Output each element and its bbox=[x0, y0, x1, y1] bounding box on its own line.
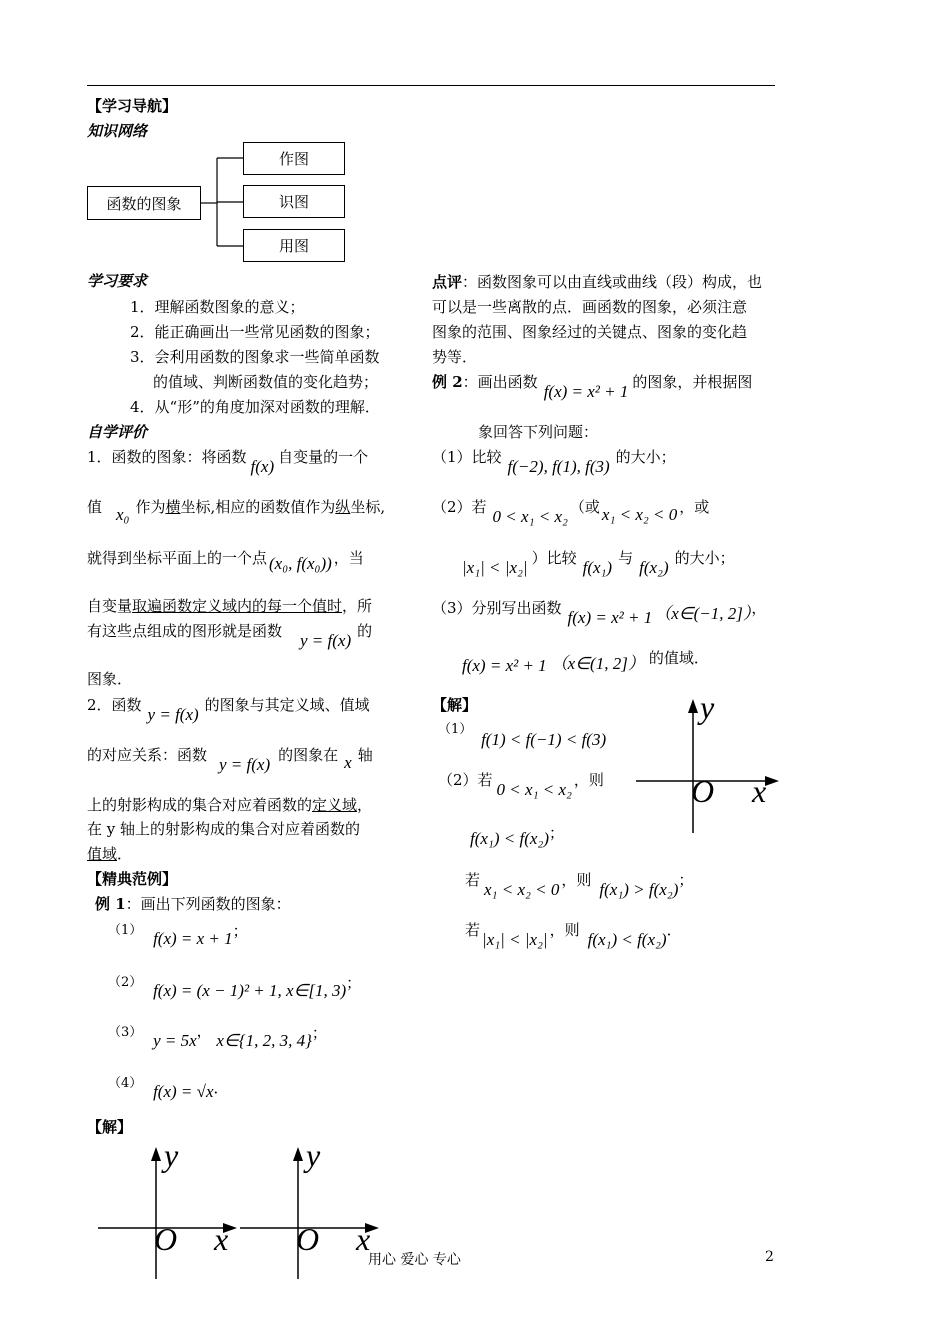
ex1-item-2: （2） f(x) = (x − 1)² + 1, x∈[1, 3)； bbox=[108, 974, 362, 1000]
examples-header: 【精典范例】 bbox=[87, 870, 178, 888]
ex1-item-3: （3） y = 5x， x∈{1, 2, 3, 4}； bbox=[108, 1022, 327, 1050]
ex2-line1: 例 2：画出函数 f(x) = x² + 1 的图象，并根据图 bbox=[432, 373, 753, 401]
axes-2-x-label: x bbox=[356, 1221, 371, 1257]
axes-1-y-label: y bbox=[164, 1137, 179, 1173]
s2-line4: 在 y 轴上的射影构成的集合对应着函数的 bbox=[87, 820, 361, 838]
header-rule bbox=[87, 85, 775, 86]
diagram-connectors bbox=[200, 150, 246, 260]
s1-line6: 图象． bbox=[87, 670, 133, 688]
ex1-heading: 例 1：画出下列函数的图象： bbox=[95, 895, 291, 913]
requirement-1: 1．理解函数图象的意义； bbox=[130, 298, 305, 316]
q3-line1: （3）分别写出函数 f(x) = x² + 1 （x∈(−1, 2]）， bbox=[432, 599, 767, 627]
axes-1-x-label: x bbox=[214, 1221, 229, 1257]
requirement-4: 4．从“形”的角度加深对函数的理解． bbox=[130, 398, 380, 416]
a2-line1: （2）若 0 < x₁ < x₂ ，则 bbox=[438, 771, 604, 799]
ex1-item-1: （1） f(x) = x + 1； bbox=[108, 922, 248, 948]
solution-header-right: 【解】 bbox=[432, 696, 478, 714]
s1-line4: 自变量取遍函数定义域内的每一个值时，所 bbox=[87, 597, 373, 615]
axes-3-y-label: y bbox=[700, 689, 715, 725]
q2-line2: |x₁| < |x₂| ）比较 f(x₁) 与 f(x₂) 的大小； bbox=[462, 549, 735, 577]
a1: （1） f(1) < f(−1) < f(3) bbox=[438, 722, 607, 749]
comment-line-1: 点评：函数图象可以由直线或曲线（段）构成，也 bbox=[432, 273, 763, 291]
q1: （1）比较 f(−2), f(1), f(3) 的大小； bbox=[432, 448, 676, 476]
axes-3 bbox=[636, 689, 781, 835]
s1-fx: f(x) bbox=[250, 457, 275, 476]
axes-2-y-label: y bbox=[306, 1137, 321, 1173]
knowledge-net-title: 知识网络 bbox=[87, 122, 148, 140]
axes-2-origin-label: O bbox=[296, 1221, 320, 1257]
a3: 若 x₁ < x₂ < 0 ，则 f(x₁) > f(x₂)； bbox=[465, 871, 694, 899]
ex1-item-4: （4） f(x) = √x． bbox=[108, 1076, 229, 1101]
axes-1 bbox=[98, 1137, 238, 1281]
axes-2 bbox=[240, 1137, 380, 1281]
q2-line1: （2）若 0 < x₁ < x₂ （或 x₁ < x₂ < 0 ，或 bbox=[432, 498, 710, 526]
comment-line-2: 可以是一些离散的点．画函数的图象，必须注意 bbox=[432, 298, 748, 316]
solution-header-left: 【解】 bbox=[87, 1118, 133, 1136]
page-number: 2 bbox=[765, 1249, 774, 1265]
s2-line1: 2．函数 y = f(x) 的图象与其定义域、值域 bbox=[87, 696, 370, 724]
self-eval-title: 自学评价 bbox=[87, 423, 148, 441]
footer-text: 用心 爱心 专心 bbox=[368, 1252, 461, 1268]
axes-3-x-label: x bbox=[752, 773, 767, 809]
comment-line-4: 势等． bbox=[432, 348, 478, 366]
diagram-branch-draw: 作图 bbox=[243, 142, 345, 175]
axes-3-origin-label: O bbox=[691, 773, 715, 809]
s2-line3: 上的射影构成的集合对应着函数的定义域， bbox=[87, 796, 373, 814]
q3-line2: f(x) = x² + 1 （x∈(1, 2]） 的值域． bbox=[462, 649, 709, 675]
requirement-2: 2．能正确画出一些常见函数的图象； bbox=[130, 323, 380, 341]
requirement-3: 3．会利用函数的图象求一些简单函数 bbox=[130, 348, 380, 366]
a2-line2: f(x₁) < f(x₂)； bbox=[470, 824, 564, 848]
a4: 若 |x₁| < |x₂| ，则 f(x₁) < f(x₂)． bbox=[465, 921, 682, 949]
requirement-3b: 的值域、判断函数值的变化趋势； bbox=[153, 373, 379, 391]
axes-1-origin-label: O bbox=[154, 1221, 178, 1257]
diagram-branch-use: 用图 bbox=[243, 229, 345, 262]
s1-line2: 值 x₀ 作为横坐标,相应的函数值作为纵坐标, bbox=[87, 498, 386, 524]
nav-header: 【学习导航】 bbox=[87, 97, 178, 115]
s1-line1: 1．函数的图象：将函数 f(x) 自变量的一个 bbox=[87, 448, 369, 476]
requirements-title: 学习要求 bbox=[87, 272, 148, 290]
comment-line-3: 图象的范围、图象经过的关键点、图象的变化趋 bbox=[432, 323, 748, 341]
ex2-line2: 象回答下列问题： bbox=[478, 423, 599, 441]
diagram-root: 函数的图象 bbox=[87, 186, 201, 220]
s2-line5: 值域． bbox=[87, 845, 133, 863]
diagram-branch-read: 识图 bbox=[243, 185, 345, 218]
s1-line5: 有这些点组成的图形就是函数 y = f(x) 的 bbox=[87, 622, 373, 650]
s2-line2: 的对应关系：函数 y = f(x) 的图象在 x 轴 bbox=[87, 746, 373, 774]
s1-line3: 就得到坐标平面上的一个点 (x₀, f(x₀)) ，当 bbox=[87, 549, 364, 573]
